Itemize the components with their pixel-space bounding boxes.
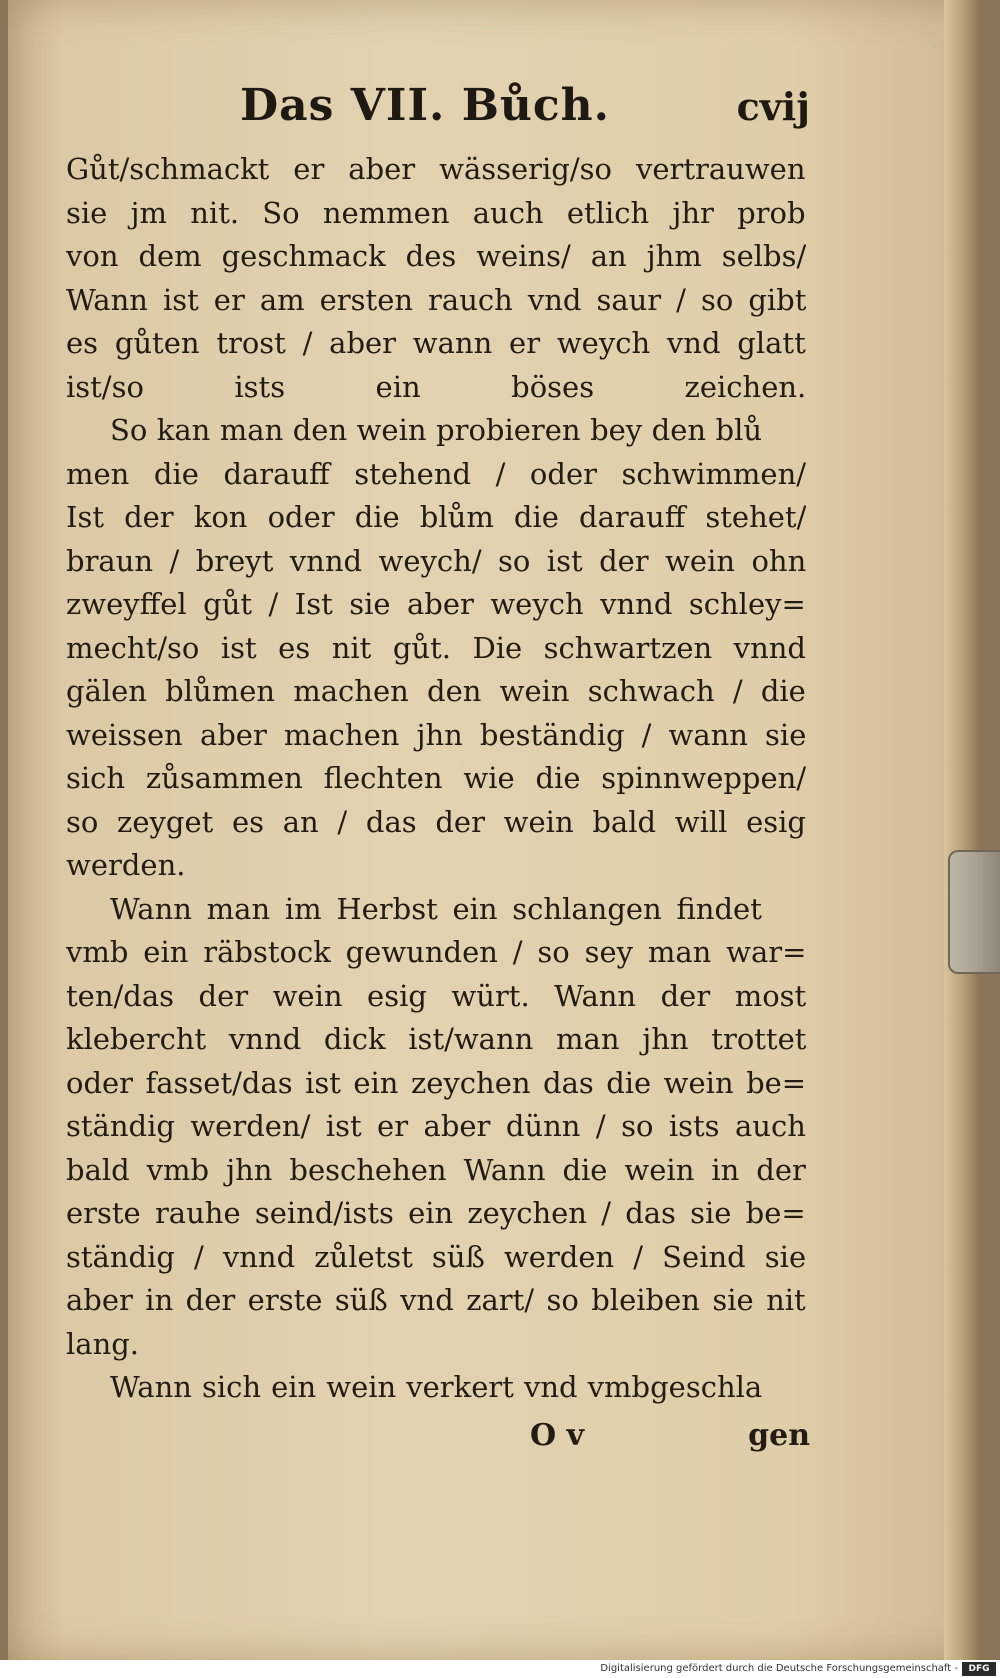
dfg-logo: DFG [962, 1662, 996, 1676]
text-line: bald vmb jhn beschehen Wann die wein in der [66, 1152, 806, 1187]
text-line: Wann ist er am ersten rauch vnd saur / so gibt [66, 282, 806, 317]
text-line: weissen aber machen jhn beständig / wann sie [66, 717, 806, 752]
text-line: mecht/so ist es nit gůt. Die schwartzen vnnd [66, 630, 806, 665]
text-line: men die darauff stehend / oder schwimmen/ [66, 456, 806, 491]
text-line: sich zůsammen flechten wie die spinnweppen/ [66, 761, 806, 795]
page-clip [948, 850, 1000, 974]
text-line: erste rauhe seind/ists ein zeychen / das sie be= [66, 1196, 806, 1230]
text-line: ist/so ists ein böses zeichen. [66, 369, 806, 404]
text-line: So kan man den wein probieren bey den blů [110, 413, 763, 447]
text-line: ten/das der wein esig würt. Wann der most [66, 978, 806, 1013]
text-line: von dem geschmack des weins/ an jhm selbs/ [66, 239, 806, 273]
text-line: es gůten trost / aber wann er weych vnd glatt [66, 326, 806, 360]
text-line: Gůt/schmackt er aber wässerig/so vertrauwen [66, 152, 806, 186]
text-line: vmb ein räbstock gewunden / so sey man war= [66, 935, 806, 969]
running-title: Das VII. Bůch. [240, 80, 610, 131]
signature-row [530, 1418, 810, 1462]
text-line: klebercht vnnd dick ist/wann man jhn trottet [66, 1022, 806, 1056]
signature-mark: O v [530, 1418, 585, 1453]
text-line: sie jm nit. So nemmen auch etlich jhr prob [66, 195, 806, 230]
funding-credit: Digitalisierung gefördert durch die Deutsche Forschungsgemeinschaft - [600, 1663, 958, 1674]
page-edge [944, 0, 980, 1660]
text-line: Wann sich ein wein verkert vnd vmbgeschla [110, 1370, 763, 1404]
text-line: Ist der kon oder die blům die darauff stehet/ [66, 500, 806, 534]
text-line: aber in der erste süß vnd zart/ so bleiben sie nit [66, 1283, 806, 1317]
text-line: Wann man im Herbst ein schlangen findet [110, 891, 762, 926]
text-line: gälen blůmen machen den wein schwach / die [66, 674, 806, 708]
folio-number: cvij [736, 84, 810, 129]
text-line: lang. [66, 1326, 140, 1361]
text-line: ständig werden/ ist er aber dünn / so ists auch [66, 1109, 806, 1143]
text-line: zweyffel gůt / Ist sie aber weych vnnd schley= [66, 587, 806, 621]
catchword: gen [748, 1418, 810, 1453]
page-header [240, 80, 810, 150]
text-line: braun / breyt vnnd weych/ so ist der wein ohn [66, 543, 806, 578]
text-line: oder fasset/das ist ein zeychen das die wein be= [66, 1065, 806, 1100]
text-line: ständig / vnnd zůletst süß werden / Seind sie [66, 1239, 806, 1274]
body-text [66, 148, 806, 1410]
text-line: so zeyget es an / das der wein bald will esig [66, 804, 806, 839]
text-line: werden. [66, 848, 186, 882]
